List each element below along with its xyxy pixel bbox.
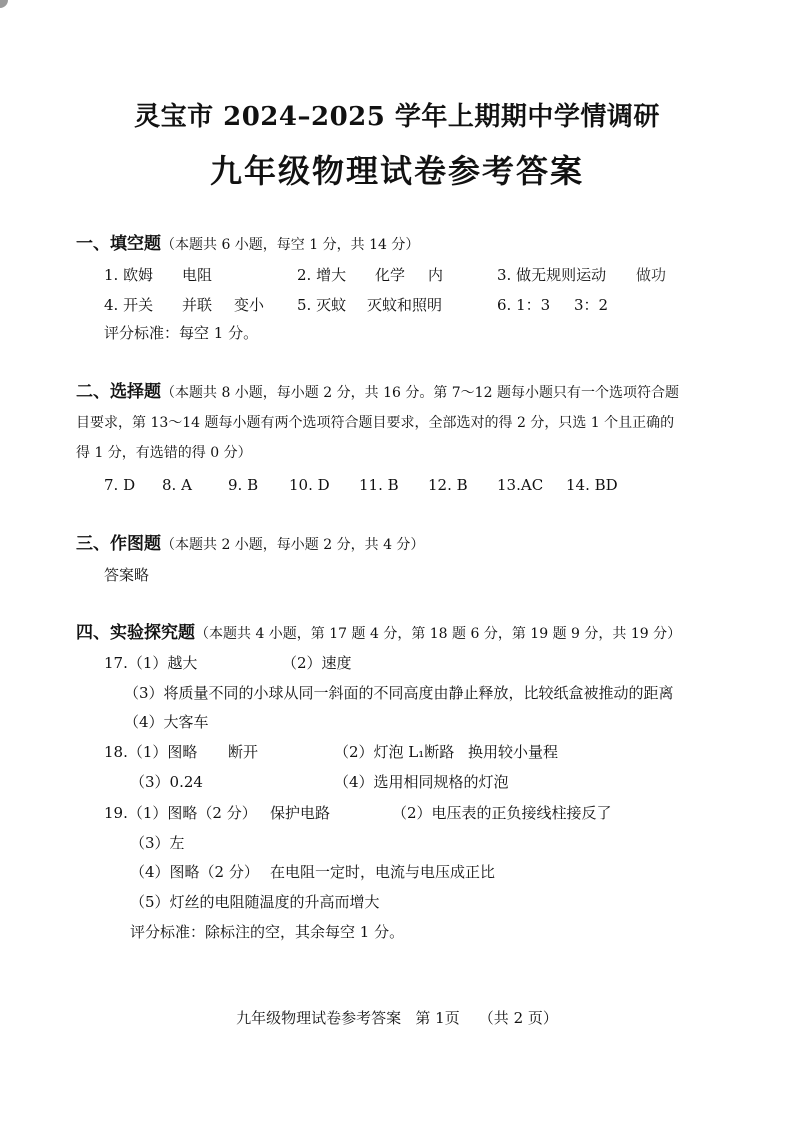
answer-q17-4: （4）大客车 xyxy=(124,713,209,731)
answer-q19-3: （3）左 xyxy=(130,834,185,852)
section-note-line: 得 1 分，有选错的得 0 分） xyxy=(76,445,252,461)
section-note: （本题共 8 小题，每小题 2 分，共 16 分。第 7～12 题每小题只有一个选项符合题 xyxy=(161,385,679,401)
answer-q5-b: 灭蚊和照明 xyxy=(367,296,443,314)
section-note: （本题共 6 小题，每空 1 分，共 14 分） xyxy=(161,237,420,253)
answer-q4: 4. 开关 xyxy=(104,296,154,314)
choice-answer: 14. BD xyxy=(566,476,618,494)
answer-q19-1-b: 保护电路 xyxy=(270,804,331,822)
section-note-line: 目要求，第 13～14 题每小题有两个选项符合题目要求，全部选对的得 2 分，只选 1 个且正确的 xyxy=(76,415,675,431)
answer-q17-2: （2）速度 xyxy=(282,654,352,672)
answer-q19-4: （4）图略（2 分） xyxy=(130,863,259,881)
answer-q4-b: 并联 xyxy=(182,296,213,314)
exam-title: 灵宝市 2024–2025 学年上期期中学情调研 xyxy=(134,102,660,132)
choice-answer: 13.AC xyxy=(497,476,544,494)
choice-answer: 12. B xyxy=(428,476,468,494)
answer-q18-2-b: 换用较小量程 xyxy=(468,743,559,761)
answer-q3: 3. 做无规则运动 xyxy=(497,266,607,284)
section-experiment-heading xyxy=(76,623,681,644)
section-note: （本题共 4 小题，第 17 题 4 分，第 18 题 6 分，第 19 题 9 分，共 19 分） xyxy=(195,626,682,642)
answer-q2-b: 化学 xyxy=(375,266,406,284)
answer-q1: 1. 欧姆 xyxy=(104,266,154,284)
answer-q18-1-b: 断开 xyxy=(228,743,259,761)
answer-q5: 5. 灭蚊 xyxy=(297,296,347,314)
scoring-standard: 评分标准：除标注的空，其余每空 1 分。 xyxy=(130,923,405,941)
answer-q6: 6. 1：3 xyxy=(497,296,551,314)
section-heading: 二、选择题 xyxy=(76,382,161,402)
answer-q19-4-b: 在电阻一定时，电流与电压成正比 xyxy=(270,863,496,881)
section-drawing-heading xyxy=(76,534,424,555)
scan-corner-mark xyxy=(0,0,8,8)
answer-q18-2: （2）灯泡 L₁断路 xyxy=(334,743,455,761)
section-heading: 四、实验探究题 xyxy=(76,623,195,643)
answer-key-title: 九年级物理试卷参考答案 xyxy=(209,152,584,190)
answer-q19-1: 19.（1）图略（2 分） xyxy=(104,804,257,822)
drawing-answer: 答案略 xyxy=(104,566,150,584)
answer-q19-2: （2）电压表的正负接线柱接反了 xyxy=(392,804,612,822)
answer-q2-c: 内 xyxy=(428,266,444,284)
choice-answer: 11. B xyxy=(359,476,399,494)
choice-answer: 7. D xyxy=(104,476,136,494)
answer-q19-5: （5）灯丝的电阻随温度的升高而增大 xyxy=(130,893,380,911)
scoring-standard: 评分标准：每空 1 分。 xyxy=(104,324,259,342)
answer-q18-3: （3）0.24 xyxy=(130,773,203,791)
page-footer: 九年级物理试卷参考答案 第 1页 （共 2 页） xyxy=(236,1009,558,1027)
choice-answer: 8. A xyxy=(162,476,192,494)
choice-answer: 10. D xyxy=(289,476,330,494)
choice-answer: 9. B xyxy=(228,476,259,494)
section-fill-blank-heading xyxy=(76,234,419,255)
answer-q6-b: 3：2 xyxy=(574,296,609,314)
answer-q1-b: 电阻 xyxy=(182,266,213,284)
section-heading: 一、填空题 xyxy=(76,234,161,254)
answer-q18-4: （4）选用相同规格的灯泡 xyxy=(334,773,509,791)
section-multiple-choice-heading xyxy=(76,382,679,403)
answer-q4-c: 变小 xyxy=(234,296,265,314)
answer-q3-b: 做功 xyxy=(636,266,667,284)
answer-q17-1: 17.（1）越大 xyxy=(104,654,198,672)
section-heading: 三、作图题 xyxy=(76,534,161,554)
answer-q17-3: （3）将质量不同的小球从同一斜面的不同高度由静止释放，比较纸盒被推动的距离 xyxy=(124,684,674,702)
answer-q18-1: 18.（1）图略 xyxy=(104,743,198,761)
section-note: （本题共 2 小题，每小题 2 分，共 4 分） xyxy=(161,537,425,553)
answer-q2: 2. 增大 xyxy=(297,266,347,284)
